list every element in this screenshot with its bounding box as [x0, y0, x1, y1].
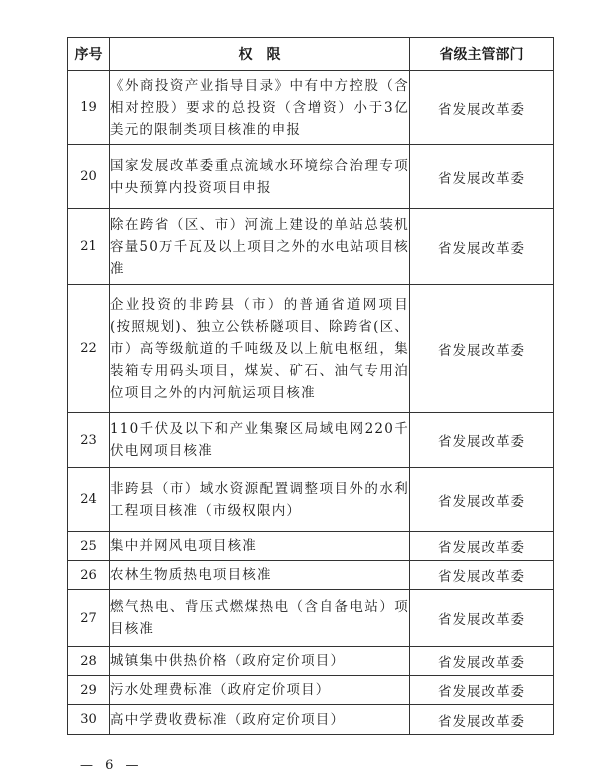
table-row — [68, 532, 554, 561]
table-row — [68, 285, 554, 413]
table-row — [68, 676, 554, 705]
row-authority: 农林生物质热电项目核准 — [110, 561, 410, 590]
row-authority: 《外商投资产业指导目录》中有中方控股（含相对控股）要求的总投资（含增资）小于3亿美元的限制类项目核准的申报 — [110, 71, 410, 145]
table-row — [68, 145, 554, 209]
header-num: 序号 — [68, 38, 110, 71]
table-row — [68, 647, 554, 676]
table-row — [68, 71, 554, 145]
row-num: 23 — [68, 413, 110, 468]
row-dept: 省发展改革委 — [410, 705, 554, 735]
authority-table — [67, 37, 554, 735]
row-dept: 省发展改革委 — [410, 590, 554, 647]
header-dept: 省级主管部门 — [410, 38, 554, 71]
row-authority: 除在跨省（区、市）河流上建设的单站总装机容量50万千瓦及以上项目之外的水电站项目核准 — [110, 209, 410, 285]
row-dept: 省发展改革委 — [410, 647, 554, 676]
table-row — [68, 209, 554, 285]
row-num: 19 — [68, 71, 110, 145]
row-num: 25 — [68, 532, 110, 561]
row-authority: 城镇集中供热价格（政府定价项目） — [110, 647, 410, 676]
row-dept: 省发展改革委 — [410, 676, 554, 705]
page-number: — 6 — — [80, 758, 143, 773]
row-num: 24 — [68, 468, 110, 532]
row-authority: 燃气热电、背压式燃煤热电（含自备电站）项目核准 — [110, 590, 410, 647]
table-row — [68, 468, 554, 532]
row-authority: 集中并网风电项目核准 — [110, 532, 410, 561]
header-authority: 权 限 — [110, 38, 410, 71]
row-num: 27 — [68, 590, 110, 647]
table-row — [68, 590, 554, 647]
row-num: 28 — [68, 647, 110, 676]
row-authority: 国家发展改革委重点流域水环境综合治理专项中央预算内投资项目申报 — [110, 145, 410, 209]
row-authority: 高中学费收费标准（政府定价项目） — [110, 705, 410, 735]
row-num: 26 — [68, 561, 110, 590]
row-num: 29 — [68, 676, 110, 705]
row-dept: 省发展改革委 — [410, 71, 554, 145]
row-num: 21 — [68, 209, 110, 285]
row-dept: 省发展改革委 — [410, 285, 554, 413]
row-authority: 110千伏及以下和产业集聚区局域电网220千伏电网项目核准 — [110, 413, 410, 468]
row-dept: 省发展改革委 — [410, 532, 554, 561]
row-authority: 污水处理费标准（政府定价项目） — [110, 676, 410, 705]
row-dept: 省发展改革委 — [410, 561, 554, 590]
row-dept: 省发展改革委 — [410, 209, 554, 285]
row-dept: 省发展改革委 — [410, 145, 554, 209]
row-num: 22 — [68, 285, 110, 413]
row-authority: 企业投资的非跨县（市）的普通省道网项目(按照规划)、独立公铁桥隧项目、除跨省(区、市）高等级航道的千吨级及以上航电枢纽，集装箱专用码头项目，煤炭、矿石、油气专用泊位项目之外的内河航运项目核准 — [110, 285, 410, 413]
table-row — [68, 705, 554, 735]
row-num: 20 — [68, 145, 110, 209]
table-row — [68, 413, 554, 468]
row-dept: 省发展改革委 — [410, 413, 554, 468]
table-row — [68, 561, 554, 590]
row-authority: 非跨县（市）域水资源配置调整项目外的水利工程项目核准（市级权限内） — [110, 468, 410, 532]
table-header-row — [68, 38, 554, 71]
row-num: 30 — [68, 705, 110, 735]
row-dept: 省发展改革委 — [410, 468, 554, 532]
